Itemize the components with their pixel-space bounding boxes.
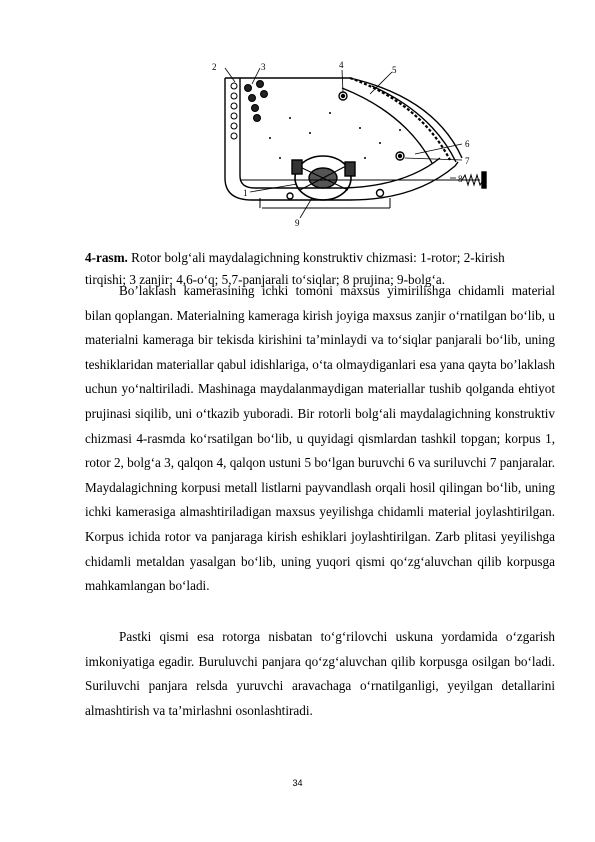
page-number: 34 [292,778,303,788]
rotor-hammer-crusher-diagram [200,58,500,230]
body-paragraph-1: Bo’laklash kamerasining ichki tomoni maxsus yimirilishga chidamli material bilan qoplangan. Materialning kameraga kirish joyiga maxsus zanjir o‘rnatilgan bo‘lib, u materialni kameraga bir tekisda kirishini ta’minlaydi va to‘siqlar panjarali bo‘lib, uning teshiklaridan materiallar qabul idishlariga, o‘ta olmaydiganlari esa yana qayta bo’laklash uchun yo‘naltiriladi. Mashinaga maydalanmaydigan materiallar tushib qolganda ehtiyot prujinasi siqilib, uni o‘tkazib yuboradi. Bir rotorli bolg‘ali maydalagichning konstruktiv chizmasi 4-rasmda ko‘rsatilgan bo‘lib, u quyidagi qismlardan tashkil topgan; korpus 1, rotor 2, bolg‘a 3, qalqon 4, qalqon ustuni 5 bo‘lgan buruvchi 6 va suriluvchi 7 panjaralar. Maydalagichning korpusi metall listlarni payvandlash orqali hosil qilingan bo‘lib, uning ichki kamerasiga almashtiriladigan maxsus yeyilishga chidamli material joylashtirilgan. Korpus ichida rotor va panjaraga kirish eshiklari joylashtirilgan. Zarb plitasi yeyilishga chidamli metaldan yasalgan bo‘lib, uning yuqori qismi qo‘zg‘aluvchan qilib korpusga mahkamlangan bo‘ladi. [85,283,555,594]
figure-caption-text: Rotor bolg‘ali maydalagichning konstruktiv chizmasi: 1-rotor; 2-kirish tirqishi; 3 zanjir; 4,6-o‘q; 5,7-panjarali to‘siqlar; 8 prujina; 9-bolg‘a. [85,250,505,287]
figure-label-1: 1 [243,188,248,198]
figure-caption-label: 4-rasm. [85,250,128,265]
body-paragraph-2: Pastki qismi esa rotorga nisbatan to‘g‘rilovchi uskuna yordamida o‘zgarish imkoniyatiga egadir. Buruluvchi panjara qo‘zg‘aluvchan qilib korpusga osilgan bo‘ladi. Suriluvchi panjara relsda yuruvchi aravachaga o‘rnatilganligi, yeyilgan detallarini almashtirish va ta’mirlashni osonlashtiradi. [85,629,555,718]
figure-label-4: 4 [339,60,344,70]
figure-label-6: 6 [465,139,470,149]
figure-label-9: 9 [295,218,300,228]
figure-label-3: 3 [261,62,266,72]
figure-label-8: 8 [458,174,463,184]
figure-label-7: 7 [465,156,470,166]
figure-label-5: 5 [392,65,397,75]
figure-label-2: 2 [212,62,217,72]
